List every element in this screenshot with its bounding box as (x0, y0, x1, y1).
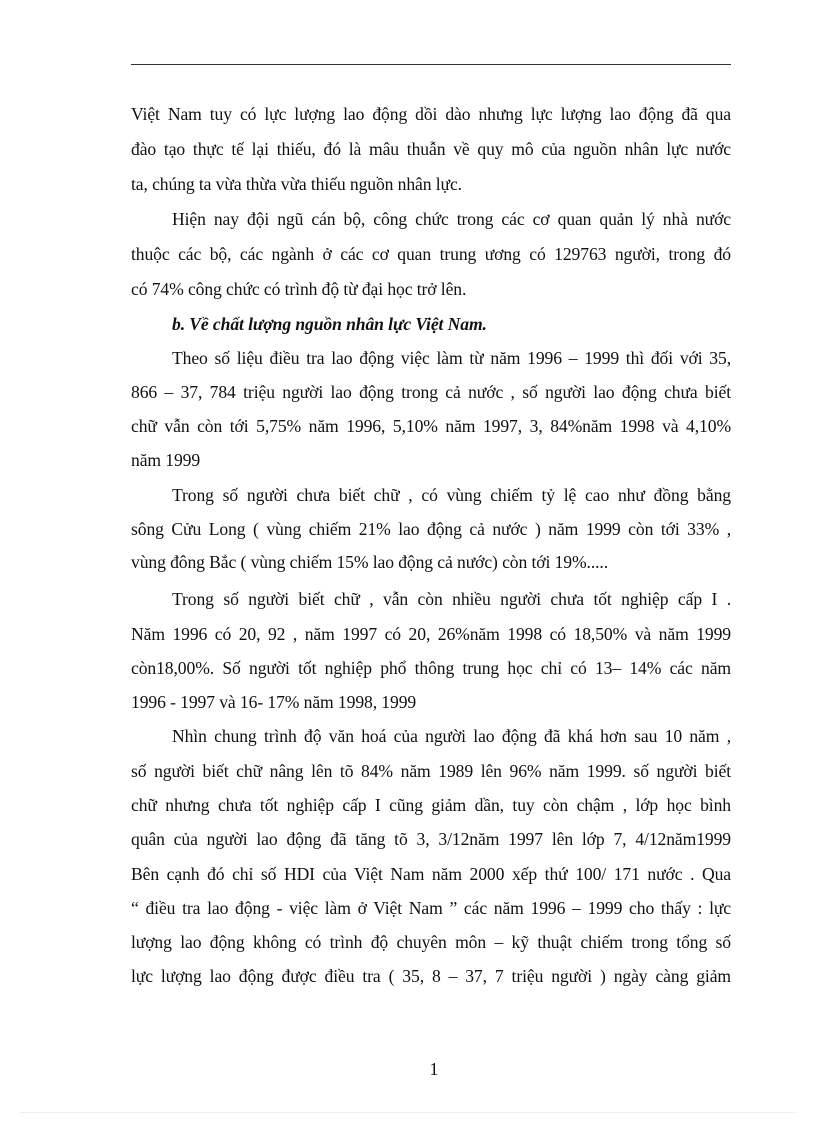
paragraph-line: 1996 - 1997 và 16- 17% năm 1998, 1999 (131, 692, 417, 712)
paragraph-line: đào tạo thực tế lại thiếu, đó là mâu thuẫn về quy mô của nguồn nhân lực nước (131, 139, 731, 159)
page-edge-divider (20, 1112, 796, 1113)
paragraph-line: Trong số người biết chữ , vẫn còn nhiều người chưa tốt nghiệp cấp I . (172, 589, 731, 609)
paragraph-line: Nhìn chung trình độ văn hoá của người lao động đã khá hơn sau 10 năm , (172, 726, 731, 746)
paragraph-line: ta, chúng ta vừa thừa vừa thiếu nguồn nhân lực. (131, 174, 462, 194)
paragraph-line: quân của người lao động đã tăng tõ 3, 3/12năm 1997 lên lớp 7, 4/12năm1999 (131, 829, 731, 849)
paragraph-line: “ điều tra lao động - việc làm ở Việt Nam ” các năm 1996 – 1999 cho thấy : lực (131, 898, 731, 918)
header-rule (131, 64, 731, 65)
paragraph-line: số người biết chữ nâng lên tõ 84% năm 1989 lên 96% năm 1999. số người biết (131, 761, 731, 781)
paragraph-line: Bên cạnh đó chỉ số HDI của Việt Nam năm 2000 xếp thứ 100/ 171 nước . Qua (131, 864, 731, 884)
paragraph-line: Trong số người chưa biết chữ , có vùng chiếm tỷ lệ cao như đồng bằng (172, 485, 731, 505)
paragraph-line: Việt Nam tuy có lực lượng lao động dồi dào nhưng lực lượng lao động đã qua (131, 104, 731, 124)
paragraph-line: Năm 1996 có 20, 92 , năm 1997 có 20, 26%năm 1998 có 18,50% và năm 1999 (131, 624, 731, 644)
paragraph-line: sông Cửu Long ( vùng chiếm 21% lao động cả nước ) năm 1999 còn tới 33% , (131, 519, 731, 539)
paragraph-line: năm 1999 (131, 450, 201, 470)
paragraph-line: lực lượng lao động được điều tra ( 35, 8 – 37, 7 triệu người ) ngày càng giảm (131, 966, 731, 986)
paragraph-line: 866 – 37, 784 triệu người lao động trong cả nước , số người lao động chưa biết (131, 382, 731, 402)
paragraph-line: chữ nhưng chưa tốt nghiệp cấp I cũng giảm dần, tuy còn chậm , lớp học bình (131, 795, 731, 815)
section-heading: b. Về chất lượng nguồn nhân lực Việt Nam. (172, 314, 487, 334)
paragraph-line: vùng đông Bắc ( vùng chiếm 15% lao động cả nước) còn tới 19%..... (131, 552, 609, 572)
page-number: 1 (429, 1059, 439, 1079)
paragraph-line: Hiện nay đội ngũ cán bộ, công chức trong các cơ quan quản lý nhà nước (172, 209, 731, 229)
paragraph-line: chữ vẫn còn tới 5,75% năm 1996, 5,10% năm 1997, 3, 84%năm 1998 và 4,10% (131, 416, 731, 436)
paragraph-line: có 74% công chức có trình độ từ đại học trở lên. (131, 279, 467, 299)
paragraph-line: Theo số liệu điều tra lao động việc làm từ năm 1996 – 1999 thì đối với 35, (172, 348, 731, 368)
paragraph-line: lượng lao động không có trình độ chuyên môn – kỹ thuật chiếm trong tổng số (131, 932, 731, 952)
paragraph-line: thuộc các bộ, các ngành ở các cơ quan trung ương có 129763 người, trong đó (131, 244, 731, 264)
paragraph-line: còn18,00%. Số người tốt nghiệp phổ thông trung học chỉ có 13– 14% các năm (131, 658, 731, 678)
